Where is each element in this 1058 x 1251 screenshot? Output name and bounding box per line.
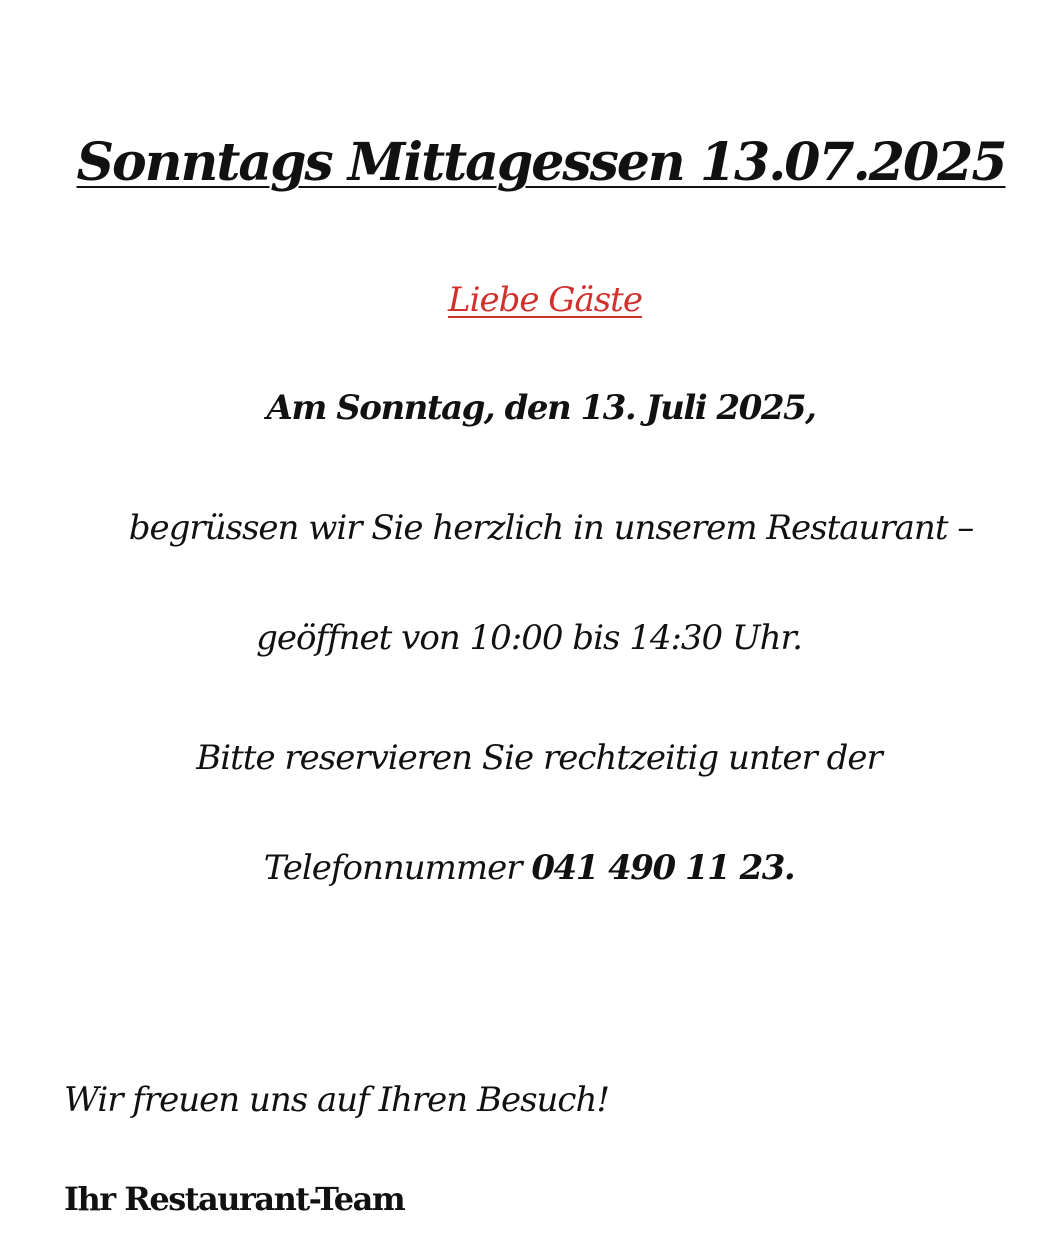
closing-text: Wir freuen uns auf Ihren Besuch!	[64, 1080, 610, 1120]
date-line: Am Sonntag, den 13. Juli 2025,	[266, 388, 816, 428]
phone-label: Telefonnummer	[263, 848, 522, 888]
body-line-reservation: Bitte reservieren Sie rechtzeitig unter der	[196, 738, 882, 778]
body-line-phone	[0, 848, 1058, 888]
phone-number: 041 490 11 23.	[531, 848, 795, 888]
page-title: Sonntags Mittagessen 13.07.2025	[76, 132, 1006, 193]
signature: Ihr Restaurant-Team	[64, 1180, 405, 1218]
body-line-opening-hours: geöffnet von 10:00 bis 14:30 Uhr.	[256, 618, 802, 658]
greeting-heading: Liebe Gäste	[448, 280, 642, 320]
body-line-welcome: begrüssen wir Sie herzlich in unserem Restaurant –	[128, 508, 974, 548]
